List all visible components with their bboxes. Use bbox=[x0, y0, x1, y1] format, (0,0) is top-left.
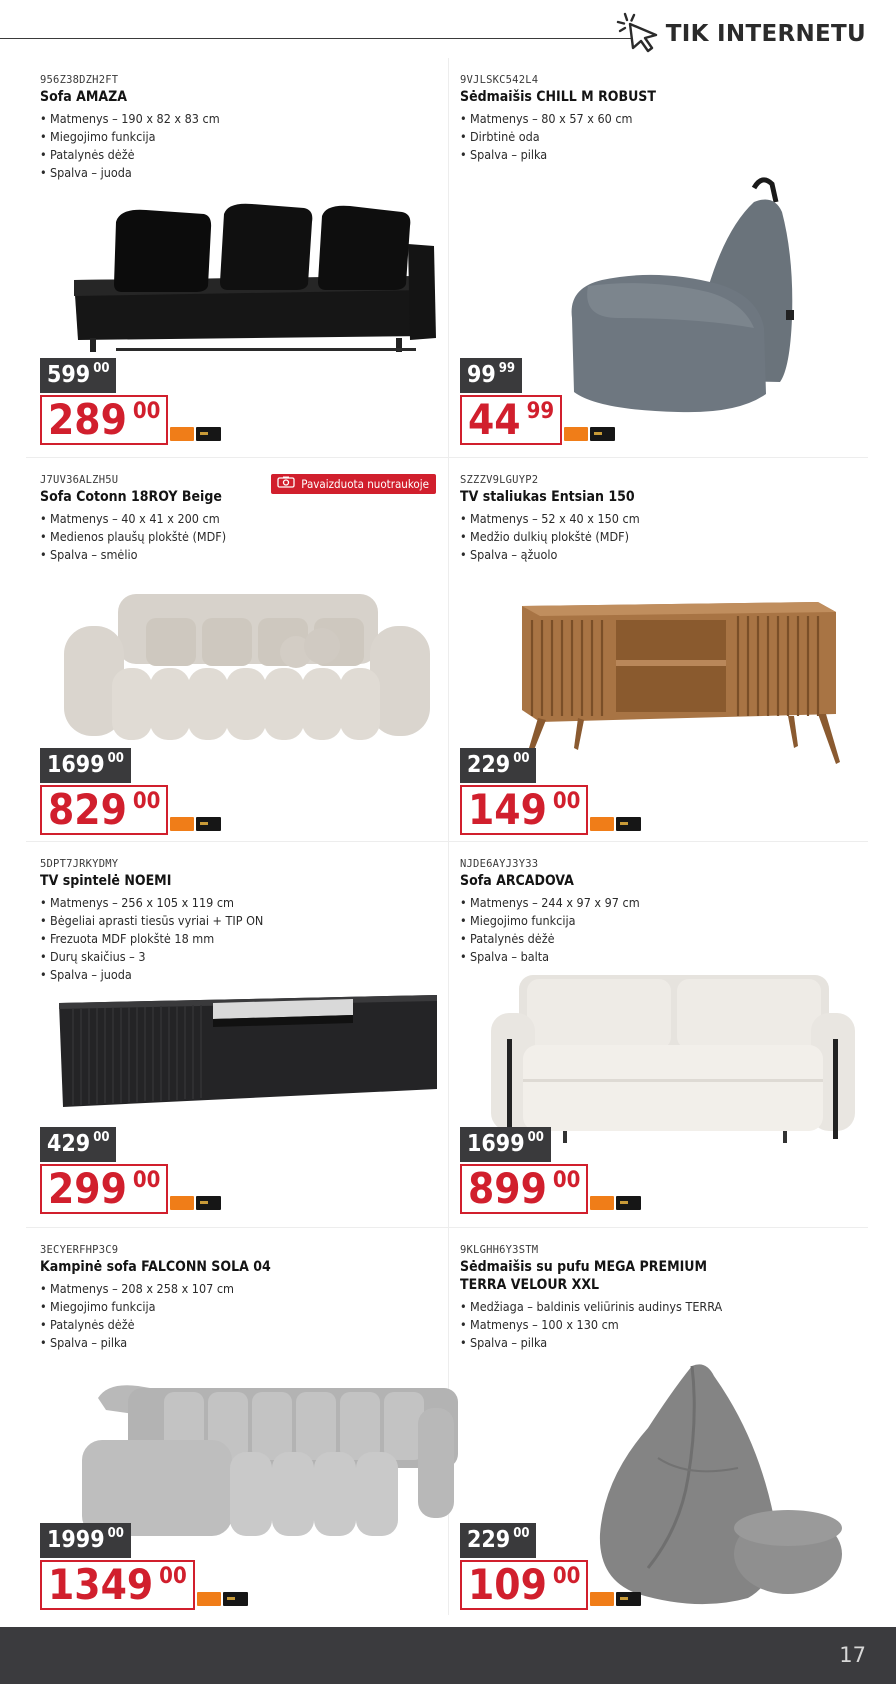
black-card-icon bbox=[196, 817, 221, 831]
sale-price-cents: 00 bbox=[132, 399, 161, 424]
feature-item: • Matmenys – 100 x 130 cm bbox=[460, 1316, 722, 1334]
product-features bbox=[460, 894, 640, 966]
product-title[interactable]: Sėdmaišis su pufu MEGA PREMIUM TERRA VELOUR XXL bbox=[460, 1259, 708, 1293]
feature-item: • Bėgeliai aprasti tiesūs vyriai + TIP ON bbox=[40, 912, 263, 930]
orange-card-icon bbox=[590, 1592, 614, 1606]
old-price-whole: 229 bbox=[467, 752, 511, 778]
feature-item: • Frezuota MDF plokštė 18 mm bbox=[40, 930, 263, 948]
feature-item: • Medžio dulkių plokštė (MDF) bbox=[460, 528, 640, 546]
feature-item: • Spalva – smėlio bbox=[40, 546, 226, 564]
product-card[interactable] bbox=[28, 58, 448, 442]
sale-price-cents: 00 bbox=[159, 1564, 187, 1589]
black-card-icon bbox=[616, 1592, 641, 1606]
sale-price-cents: 00 bbox=[132, 789, 161, 814]
sale-price-cents: 00 bbox=[552, 1168, 581, 1193]
old-price-whole: 1699 bbox=[467, 1131, 525, 1157]
payment-cards bbox=[170, 817, 221, 831]
product-image[interactable] bbox=[588, 1358, 848, 1608]
old-price-cents: 00 bbox=[93, 1130, 110, 1145]
payment-cards bbox=[564, 427, 615, 441]
old-price-cents: 00 bbox=[93, 361, 110, 376]
product-sku: 9KLGHH6Y3STM bbox=[460, 1244, 539, 1256]
product-card[interactable] bbox=[448, 842, 868, 1226]
product-title[interactable]: TV staliukas Entsian 150 bbox=[460, 489, 635, 505]
product-title[interactable]: Sofa ARCADOVA bbox=[460, 873, 574, 889]
feature-item: • Spalva – pilka bbox=[460, 146, 633, 164]
black-card-icon bbox=[223, 1592, 248, 1606]
product-title[interactable]: Kampinė sofa FALCONN SOLA 04 bbox=[40, 1259, 271, 1275]
product-sku: J7UV36ALZH5U bbox=[40, 474, 119, 486]
payment-cards bbox=[170, 1196, 221, 1210]
sale-price bbox=[40, 1164, 168, 1214]
feature-item: • Miegojimo funkcija bbox=[40, 128, 220, 146]
sale-price-whole: 829 bbox=[48, 785, 127, 834]
old-price-cents: 00 bbox=[107, 751, 124, 766]
product-features bbox=[40, 110, 220, 182]
feature-item: • Patalynės dėžė bbox=[460, 930, 640, 948]
feature-item: • Dirbtinė oda bbox=[460, 128, 633, 146]
orange-card-icon bbox=[170, 1196, 194, 1210]
feature-item: • Patalynės dėžė bbox=[40, 1316, 234, 1334]
sale-price bbox=[460, 785, 588, 835]
old-price-cents: 00 bbox=[107, 1526, 124, 1541]
feature-item: • Spalva – juoda bbox=[40, 164, 220, 182]
feature-item: • Matmenys – 208 x 258 x 107 cm bbox=[40, 1280, 234, 1298]
camera-icon bbox=[277, 474, 295, 494]
sale-price bbox=[460, 395, 562, 445]
orange-card-icon bbox=[170, 817, 194, 831]
old-price-cents: 00 bbox=[513, 1526, 530, 1541]
sale-price-whole: 899 bbox=[468, 1164, 547, 1213]
feature-item: • Matmenys – 80 x 57 x 60 cm bbox=[460, 110, 633, 128]
old-price bbox=[40, 1127, 116, 1162]
old-price-whole: 229 bbox=[467, 1527, 511, 1553]
product-features bbox=[460, 510, 640, 564]
black-card-icon bbox=[616, 1196, 641, 1210]
sale-price bbox=[460, 1164, 588, 1214]
product-image[interactable] bbox=[78, 1368, 458, 1543]
payment-cards bbox=[197, 1592, 248, 1606]
product-image[interactable] bbox=[56, 188, 446, 368]
product-features bbox=[460, 110, 633, 164]
orange-card-icon bbox=[590, 1196, 614, 1210]
old-price-whole: 599 bbox=[47, 362, 91, 388]
old-price bbox=[460, 1523, 536, 1558]
feature-item: • Medienos plaušų plokštė (MDF) bbox=[40, 528, 226, 546]
old-price-whole: 1699 bbox=[47, 752, 105, 778]
page-footer bbox=[0, 1627, 896, 1684]
black-card-icon bbox=[196, 427, 221, 441]
product-sku: 3ECYERFHP3C9 bbox=[40, 1244, 119, 1256]
old-price-cents: 00 bbox=[527, 1130, 544, 1145]
payment-cards bbox=[590, 817, 641, 831]
old-price bbox=[40, 1523, 131, 1558]
product-title[interactable]: Sėdmaišis CHILL M ROBUST bbox=[460, 89, 656, 105]
sale-price-cents: 00 bbox=[132, 1168, 161, 1193]
sale-price-whole: 299 bbox=[48, 1164, 127, 1213]
photo-badge-label: Pavaizduota nuotraukoje bbox=[301, 477, 429, 491]
feature-item: • Matmenys – 244 x 97 x 97 cm bbox=[460, 894, 640, 912]
product-title[interactable]: Sofa Cotonn 18ROY Beige bbox=[40, 489, 222, 505]
feature-item: • Spalva – ąžuolo bbox=[460, 546, 640, 564]
product-title[interactable]: Sofa AMAZA bbox=[40, 89, 127, 105]
feature-item: • Matmenys – 256 x 105 x 119 cm bbox=[40, 894, 263, 912]
product-features bbox=[40, 1280, 234, 1352]
product-card[interactable] bbox=[448, 458, 868, 842]
sale-price bbox=[460, 1560, 588, 1610]
feature-item: • Medžiaga – baldinis veliūrinis audinys TERRA bbox=[460, 1298, 722, 1316]
feature-item: • Durų skaičius – 3 bbox=[40, 948, 263, 966]
old-price bbox=[40, 748, 131, 783]
product-sku: SZZZV9LGUYP2 bbox=[460, 474, 539, 486]
old-price-whole: 1999 bbox=[47, 1527, 105, 1553]
old-price-whole: 99 bbox=[467, 362, 496, 388]
product-features bbox=[40, 510, 226, 564]
orange-card-icon bbox=[170, 427, 194, 441]
product-image[interactable] bbox=[518, 598, 858, 768]
feature-item: • Spalva – juoda bbox=[40, 966, 263, 984]
feature-item: • Matmenys – 40 x 41 x 200 cm bbox=[40, 510, 226, 528]
black-card-icon bbox=[196, 1196, 221, 1210]
payment-cards bbox=[590, 1592, 641, 1606]
page-number: 17 bbox=[839, 1643, 866, 1667]
sale-price bbox=[40, 785, 168, 835]
feature-item: • Miegojimo funkcija bbox=[460, 912, 640, 930]
old-price-whole: 429 bbox=[47, 1131, 91, 1157]
cursor-click-icon bbox=[616, 11, 660, 57]
feature-item: • Spalva – pilka bbox=[460, 1334, 722, 1352]
brand-label: TIK INTERNETU bbox=[665, 21, 866, 47]
payment-cards bbox=[590, 1196, 641, 1210]
product-card[interactable] bbox=[28, 458, 448, 842]
sale-price-cents: 00 bbox=[552, 1564, 581, 1589]
sale-price bbox=[40, 395, 168, 445]
product-card[interactable] bbox=[448, 58, 868, 442]
feature-item: • Matmenys – 190 x 82 x 83 cm bbox=[40, 110, 220, 128]
old-price bbox=[460, 748, 536, 783]
product-card[interactable] bbox=[28, 842, 448, 1226]
header-rule bbox=[0, 38, 634, 39]
feature-item: • Spalva – pilka bbox=[40, 1334, 234, 1352]
orange-card-icon bbox=[564, 427, 588, 441]
product-sku: 9VJLSKC542L4 bbox=[460, 74, 539, 86]
orange-card-icon bbox=[197, 1592, 221, 1606]
sale-price bbox=[40, 1560, 195, 1610]
sale-price-cents: 99 bbox=[526, 399, 555, 424]
sale-price-whole: 109 bbox=[468, 1560, 547, 1609]
product-image[interactable] bbox=[53, 987, 443, 1147]
product-title[interactable]: TV spintelė NOEMI bbox=[40, 873, 172, 889]
feature-item: • Spalva – balta bbox=[460, 948, 640, 966]
feature-item: • Miegojimo funkcija bbox=[40, 1298, 234, 1316]
sale-price-whole: 289 bbox=[48, 395, 127, 444]
payment-cards bbox=[170, 427, 221, 441]
old-price-cents: 00 bbox=[513, 751, 530, 766]
photo-badge bbox=[271, 474, 436, 494]
sale-price-whole: 1349 bbox=[48, 1560, 154, 1609]
orange-card-icon bbox=[590, 817, 614, 831]
sale-price-cents: 00 bbox=[552, 789, 581, 814]
feature-item: • Matmenys – 52 x 40 x 150 cm bbox=[460, 510, 640, 528]
product-image[interactable] bbox=[558, 168, 828, 418]
product-image[interactable] bbox=[58, 588, 438, 748]
product-sku: NJDE6AYJ3Y33 bbox=[460, 858, 539, 870]
old-price bbox=[40, 358, 116, 393]
product-card[interactable] bbox=[448, 1228, 868, 1612]
black-card-icon bbox=[590, 427, 615, 441]
brand-badge bbox=[616, 12, 866, 56]
old-price bbox=[460, 1127, 551, 1162]
product-card[interactable] bbox=[28, 1228, 448, 1612]
old-price bbox=[460, 358, 522, 393]
product-sku: 956Z38DZH2FT bbox=[40, 74, 119, 86]
sale-price-whole: 149 bbox=[468, 785, 547, 834]
product-sku: 5DPT7JRKYDMY bbox=[40, 858, 119, 870]
product-features bbox=[40, 894, 263, 984]
sale-price-whole: 44 bbox=[468, 395, 521, 444]
feature-item: • Patalynės dėžė bbox=[40, 146, 220, 164]
black-card-icon bbox=[616, 817, 641, 831]
product-features bbox=[460, 1298, 722, 1352]
old-price-cents: 99 bbox=[498, 361, 516, 376]
